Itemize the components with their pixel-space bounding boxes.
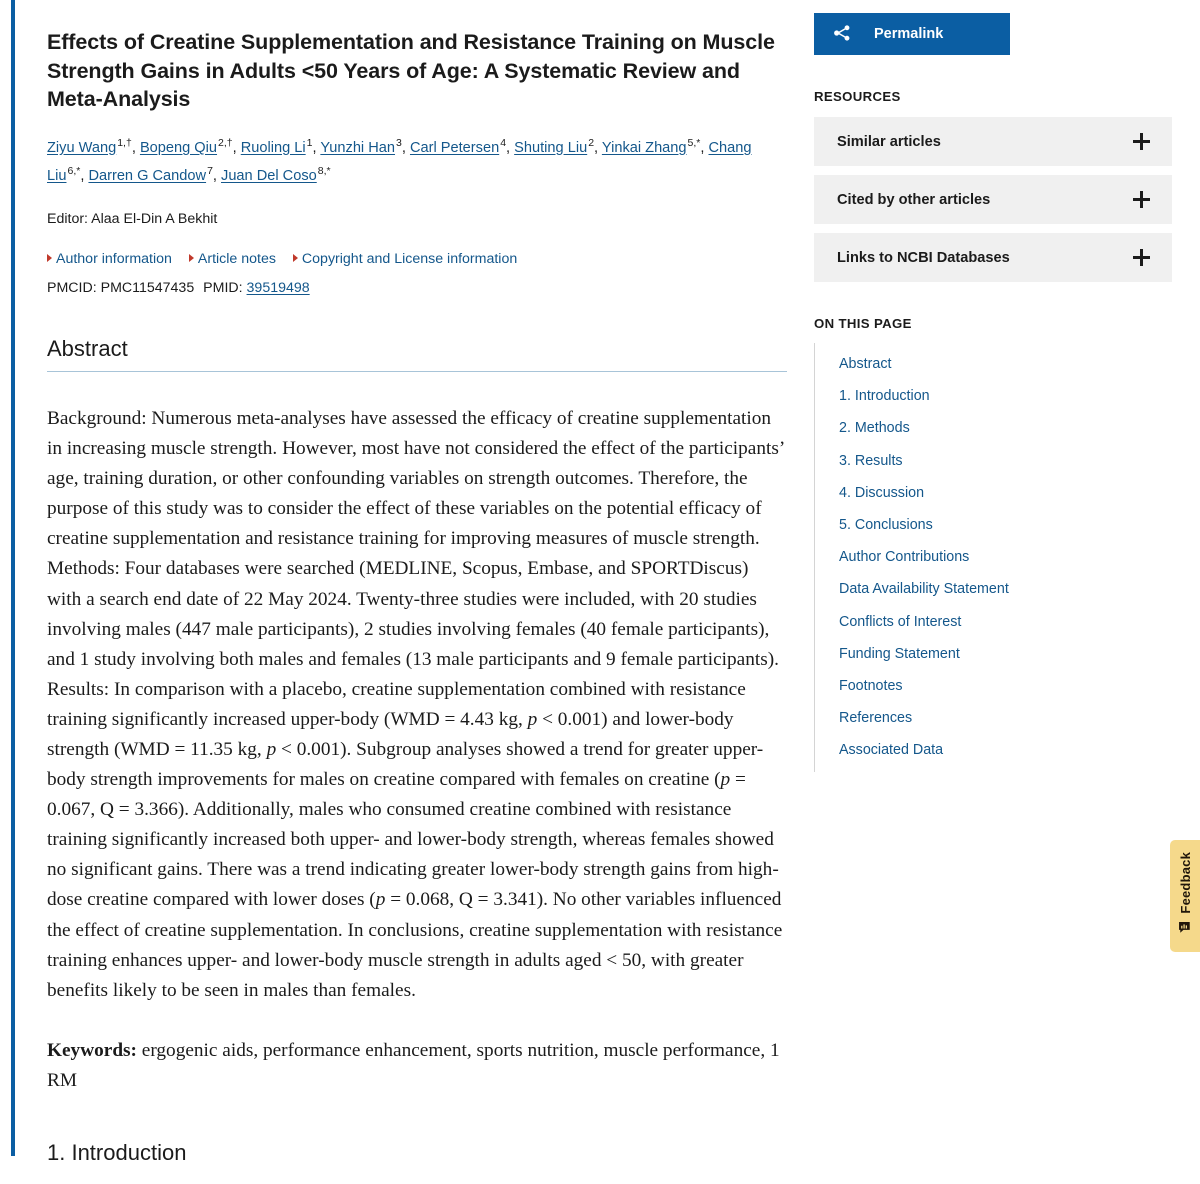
toc-item-references[interactable]: References [839, 710, 913, 727]
author-link[interactable]: Yinkai Zhang [601, 139, 687, 156]
author-link[interactable]: Carl Petersen [409, 139, 500, 156]
toc-item-associated-data[interactable]: Associated Data [839, 742, 944, 759]
abstract-paragraph [47, 404, 787, 1006]
article-sidebar [814, 0, 1172, 772]
article-main-column [47, 0, 787, 1184]
toc-item-4-discussion[interactable]: 4. Discussion [839, 484, 925, 501]
toc-item-data-availability-statement[interactable]: Data Availability Statement [839, 581, 1009, 598]
p-symbol-4: p [375, 889, 386, 911]
left-accent-rail [11, 0, 15, 1156]
feedback-tab[interactable] [1170, 840, 1200, 952]
copyright-license-toggle[interactable] [293, 251, 517, 267]
p-symbol-3: p [720, 769, 731, 791]
author-link[interactable]: Chang Liu [47, 139, 752, 185]
article-notes-label: Article notes [197, 250, 276, 267]
author-link[interactable]: Ziyu Wang [47, 139, 117, 156]
toc-item-conflicts-of-interest[interactable]: Conflicts of Interest [839, 613, 962, 630]
feedback-icon [1178, 921, 1192, 940]
pmcid-label: PMCID: [47, 279, 97, 296]
abstract-text-2: < 0.001) and lower-body strength (WMD = 11.35 kg, [47, 708, 734, 761]
resource-item-links-to-ncbi-databases[interactable] [814, 233, 1172, 282]
resource-label: Links to NCBI Databases [837, 249, 1010, 266]
abstract-text-3: < 0.001). Subgroup analyses showed a trend for greater upper-body strength improvements for males on creatine compared with females on creatine ( [47, 739, 764, 791]
author-affiliation-marker: 2,† [218, 136, 233, 149]
pmcid-value: PMC11547435 [100, 279, 195, 296]
toc-item-2-methods[interactable]: 2. Methods [839, 420, 910, 437]
permalink-button[interactable] [814, 13, 1010, 55]
resources-title: RESOURCES [814, 89, 901, 104]
triangle-right-icon [189, 254, 194, 262]
author-link[interactable]: Bopeng Qiu [139, 139, 218, 156]
pmid-link[interactable]: 39519498 [246, 279, 310, 296]
author-link[interactable]: Juan Del Coso [221, 168, 317, 185]
toc-item-abstract[interactable]: Abstract [839, 356, 892, 372]
on-this-page-title: ON THIS PAGE [814, 316, 912, 331]
resource-label: Similar articles [837, 133, 941, 150]
author-affiliation-marker: 6,* [67, 165, 81, 178]
copyright-license-label: Copyright and License information [301, 250, 518, 267]
toc-item-5-conclusions[interactable]: 5. Conclusions [839, 517, 933, 534]
author-affiliation-marker: 3 [396, 136, 402, 149]
on-this-page-nav [814, 343, 1172, 772]
abstract-text-5: = 0.068, Q = 3.341). No other variables influenced the effect of creatine supplementation. In conclusions, creatine supplementation with resistance training enhances upper- and lower-body muscle strength in adults aged < 50, with greater benefits likely to be seen in males than females. [47, 889, 783, 1001]
author-information-label: Author information [56, 250, 172, 267]
introduction-heading: 1. Introduction [47, 1140, 187, 1166]
plus-icon [1133, 249, 1150, 266]
author-list: Ziyu Wang$^{1,\dagger}$, Bopeng Qiu$^{2,\dagger}$, Ruoling Li$^1$, Yunzhi Han$^3$, Carl Petersen$^4$, Shuting Liu$^2$, Yinkai Zhang$^{5,*}$, Chang Liu$^{6,*}$, Darren G Candow$^7$, Juan Del Coso$^{8,*}$ [47, 136, 752, 185]
author-affiliation-marker: 5,* [687, 136, 701, 149]
author-affiliation-marker: 1,† [117, 136, 132, 149]
author-affiliation-marker: 4 [500, 136, 507, 149]
author-link[interactable]: Yunzhi Han [320, 139, 396, 156]
toc-item-1-introduction[interactable]: 1. Introduction [839, 388, 930, 405]
author-link[interactable]: Shuting Liu [514, 139, 588, 156]
keywords-value: ergogenic aids, performance enhancement, sports nutrition, muscle performance, 1 RM [47, 1039, 780, 1091]
triangle-right-icon [293, 254, 298, 262]
toc-item-3-results[interactable]: 3. Results [839, 452, 903, 469]
article-meta-links [47, 249, 787, 270]
share-icon [832, 23, 852, 46]
author-link[interactable]: Ruoling Li [240, 139, 306, 156]
abstract-text-1: Background: Numerous meta-analyses have assessed the efficacy of creatine supplementation in increasing muscle strength. However, most have not considered the effect of the participants’ age, training duration, or other confounding variables on strength outcomes. Therefore, the purpose of this study was to consider the effect of these variables on the potential efficacy of creatine supplementation and resistance training for improving measures of muscle strength. Methods: Four databases were searched (MEDLINE, Scopus, Embase, and SPORTDiscus) with a search end date of 22 May 2024. Twenty-three studies were included, with 20 studies involving males (447 male participants), 2 studies involving females (40 female participants), and 1 study involving both males and females (13 male participants and 9 female participants). Results: In comparison with a placebo, creatine supplementation combined with resistance training significantly increased upper-body (WMD = 4.43 kg, [47, 407, 784, 730]
triangle-right-icon [47, 254, 52, 262]
toc-item-funding-statement[interactable]: Funding Statement [839, 645, 960, 662]
keywords-line [47, 1036, 787, 1096]
pmid-label: PMID: [203, 279, 243, 296]
permalink-label: Permalink [874, 26, 944, 42]
author-affiliation-marker: 1 [306, 136, 313, 149]
toc-item-footnotes[interactable]: Footnotes [839, 678, 903, 695]
p-symbol-2: p [266, 739, 277, 761]
abstract-body [47, 404, 787, 1096]
p-symbol-1: p [527, 708, 538, 730]
feedback-label: Feedback [1177, 852, 1193, 914]
resources-accordion [814, 117, 1172, 282]
toc-item-author-contributions[interactable]: Author Contributions [839, 549, 970, 566]
author-link[interactable]: Darren G Candow [88, 168, 207, 185]
author-information-toggle[interactable] [47, 251, 172, 267]
author-affiliation-marker: 2 [588, 136, 595, 149]
plus-icon [1133, 133, 1150, 150]
editor-line: Editor: Alaa El-Din A Bekhit [47, 210, 218, 227]
author-affiliation-marker: 7 [207, 165, 213, 178]
identifier-line [47, 280, 787, 296]
page-title: Effects of Creatine Supplementation and Resistance Training on Muscle Strength Gains in Adults <50 Years of Age: A Systematic Review and Meta-Analysis [47, 30, 775, 112]
abstract-heading: Abstract [47, 336, 787, 372]
resource-item-cited-by-other-articles[interactable] [814, 175, 1172, 224]
plus-icon [1133, 191, 1150, 208]
keywords-label: Keywords: [47, 1039, 137, 1061]
abstract-text-4: = 0.067, Q = 3.366). Additionally, males who consumed creatine combined with resistance training significantly increased both upper- and lower-body strength, whereas females showed no significant gains. There was a trend indicating greater lower-body strength gains from high-dose creatine compared with lower doses ( [47, 769, 779, 911]
article-notes-toggle[interactable] [189, 251, 276, 267]
resource-label: Cited by other articles [837, 191, 991, 208]
author-affiliation-marker: 8,* [317, 165, 331, 178]
resource-item-similar-articles[interactable] [814, 117, 1172, 166]
